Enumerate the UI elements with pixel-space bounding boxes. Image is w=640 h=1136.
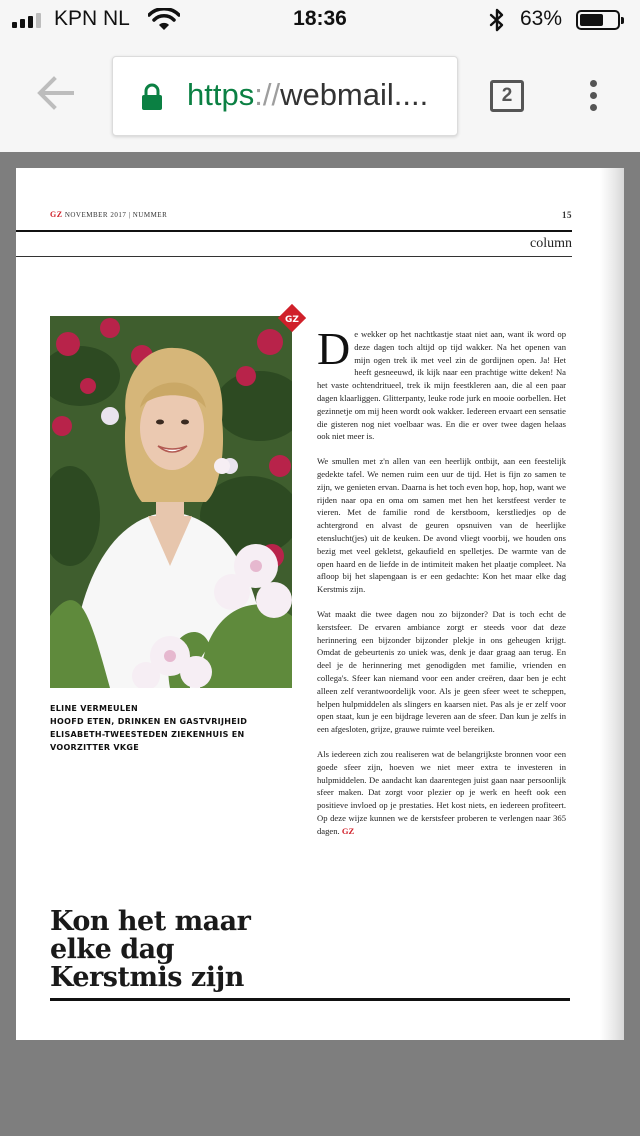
- headline-line2: elke dag: [50, 934, 174, 965]
- lock-icon: [141, 83, 163, 111]
- battery-icon: [576, 10, 620, 30]
- document-viewer[interactable]: [0, 152, 640, 1136]
- battery-fill: [580, 14, 603, 26]
- tab-switcher-button[interactable]: 2: [490, 80, 524, 112]
- page-number: 15: [562, 210, 572, 220]
- running-head-logo: GZ: [50, 210, 63, 219]
- bottom-rule: [50, 998, 570, 1001]
- bluetooth-icon: [488, 8, 506, 32]
- browser-toolbar: [0, 40, 640, 152]
- caption-role-line1: HOOFD ETEN, DRINKEN EN GASTVRIJHEID: [50, 717, 248, 726]
- running-head: [50, 210, 572, 219]
- magazine-page: [16, 168, 624, 1040]
- url-host: webmail....: [280, 77, 429, 112]
- gz-badge-icon: [278, 304, 306, 332]
- headline-line1: Kon het maar: [50, 906, 251, 937]
- drop-cap: D: [317, 323, 351, 374]
- paragraph-3: Wat maakt die twee dagen nou zo bijzonder? Dat is toch echt de kerstsfeer. De ervaren ambiance zorgt er steeds voor dat deze herinnering een bijzonder bijzonder plekje in ons geheugen krijgt. Omdat de gebeurtenis zo uniek was, denk je daar graag aan terug. En deel je de herinnering met genodigden met familie, vrienden en collega's. Sfeer kan niemand voor een ander creëren, daar ben je echt alleen zelf verantwoordelijk voor. Als je geen sfeer weet te scheppen, helpen hulpmiddelen als slingers en kaarsen niet. Pas als je er zelf voor open staat, kun je een bijdrage leveren aan de sfeer. Dan kun je zelfs in een afgesloten, grijze, grauwe ruimte veel bereiken.: [317, 608, 566, 735]
- running-head-text: NOVEMBER 2017 | NUMMER: [64, 211, 168, 219]
- end-mark: GZ: [341, 825, 355, 836]
- url-scheme: https: [187, 77, 255, 112]
- back-arrow-icon[interactable]: [36, 76, 74, 110]
- caption-role-line3: VOORZITTER VKGE: [50, 743, 140, 752]
- section-rule: [16, 256, 572, 257]
- page-fold-shadow: [600, 168, 624, 1040]
- article-headline: [50, 908, 350, 992]
- caption-name: ELINE VERMEULEN: [50, 704, 138, 713]
- article-body: [317, 323, 566, 849]
- status-bar: [0, 0, 640, 40]
- url-text[interactable]: [187, 77, 428, 113]
- clock: 18:36: [293, 7, 347, 30]
- paragraph-4: Als iedereen zich zou realiseren wat de belangrijkste bronnen voor een goede sfeer zijn, hoeven we niet meer extra te investeren in hulpmiddelen. De aandacht kan daarentegen juist gaan naar persoonlijk sfeer maken. Dat zorgt voor plezier op je werk en heeft ook een positieve invloed op je prestaties. Het kost niets, en iedereen profiteert. Op deze wijze kunnen we de kerstsfeer proberen te verlengen naar 365 dagen. GZ: [317, 748, 566, 836]
- overflow-menu-icon[interactable]: [590, 80, 602, 116]
- portrait-photo: [50, 316, 292, 688]
- battery-percentage: 63%: [520, 7, 563, 30]
- gz-badge-text: GZ: [285, 315, 299, 325]
- photo-caption: [50, 702, 300, 754]
- caption-role-line2: ELISABETH-TWEESTEDEN ZIEKENHUIS EN: [50, 730, 245, 739]
- headline-line3: Kerstmis zijn: [50, 962, 244, 993]
- section-label: column: [530, 236, 572, 251]
- carrier-name: KPN NL: [54, 7, 130, 30]
- paragraph-1: De wekker op het nachtkastje staat niet aan, want ik word op deze dagen toch altijd op tijd wakker. Na het openen van mijn ogen trek ik met veel zin de gordijnen open. Ja! Het heeft gesneeuwd, ik kijk naar een prachtige witte deken! Na het vaste ochtendritueel, trek ik mijn feestkleren aan, die al een paar dagen klaarliggen. Glitterpanty, leuke rode jurk en mooie oorbellen. Het gezinnetje om mij heen wordt ook wakker. Iedereen ervaart een sensatie die gisteren nog niet voelbaar was. En die er over twee dagen helaas ook niet meer is.: [317, 323, 566, 442]
- address-bar[interactable]: [112, 56, 458, 136]
- url-separator: ://: [254, 77, 281, 112]
- paragraph-2: We smullen met z'n allen van een heerlijk ontbijt, aan een feestelijk gedekte tafel. We nemen ruim een uur de tijd. Het is fijn zo samen te zijn, we genieten ervan. Daarna is het toch even hop, hop, hop, want we rijden naar opa en oma om samen met hen het kerstfeest verder te vieren. Met de familie rond de kerstboom, kerstliedjes op de achtergrond en alvast de geuren opsnuiven van de heerlijke etenslucht(jes) uit de keuken. De avond vliegt voorbij, we houden ons bezig met veel gekletst, gekaufield en spelletjes. De warmte van de open haard en de liefde in de intimiteit maken het plaatje compleet. Na afloop bij het slapengaan is er een gedachte: Kon het maar elke dag Kerstmis zijn.: [317, 456, 566, 595]
- top-rule: [16, 230, 572, 232]
